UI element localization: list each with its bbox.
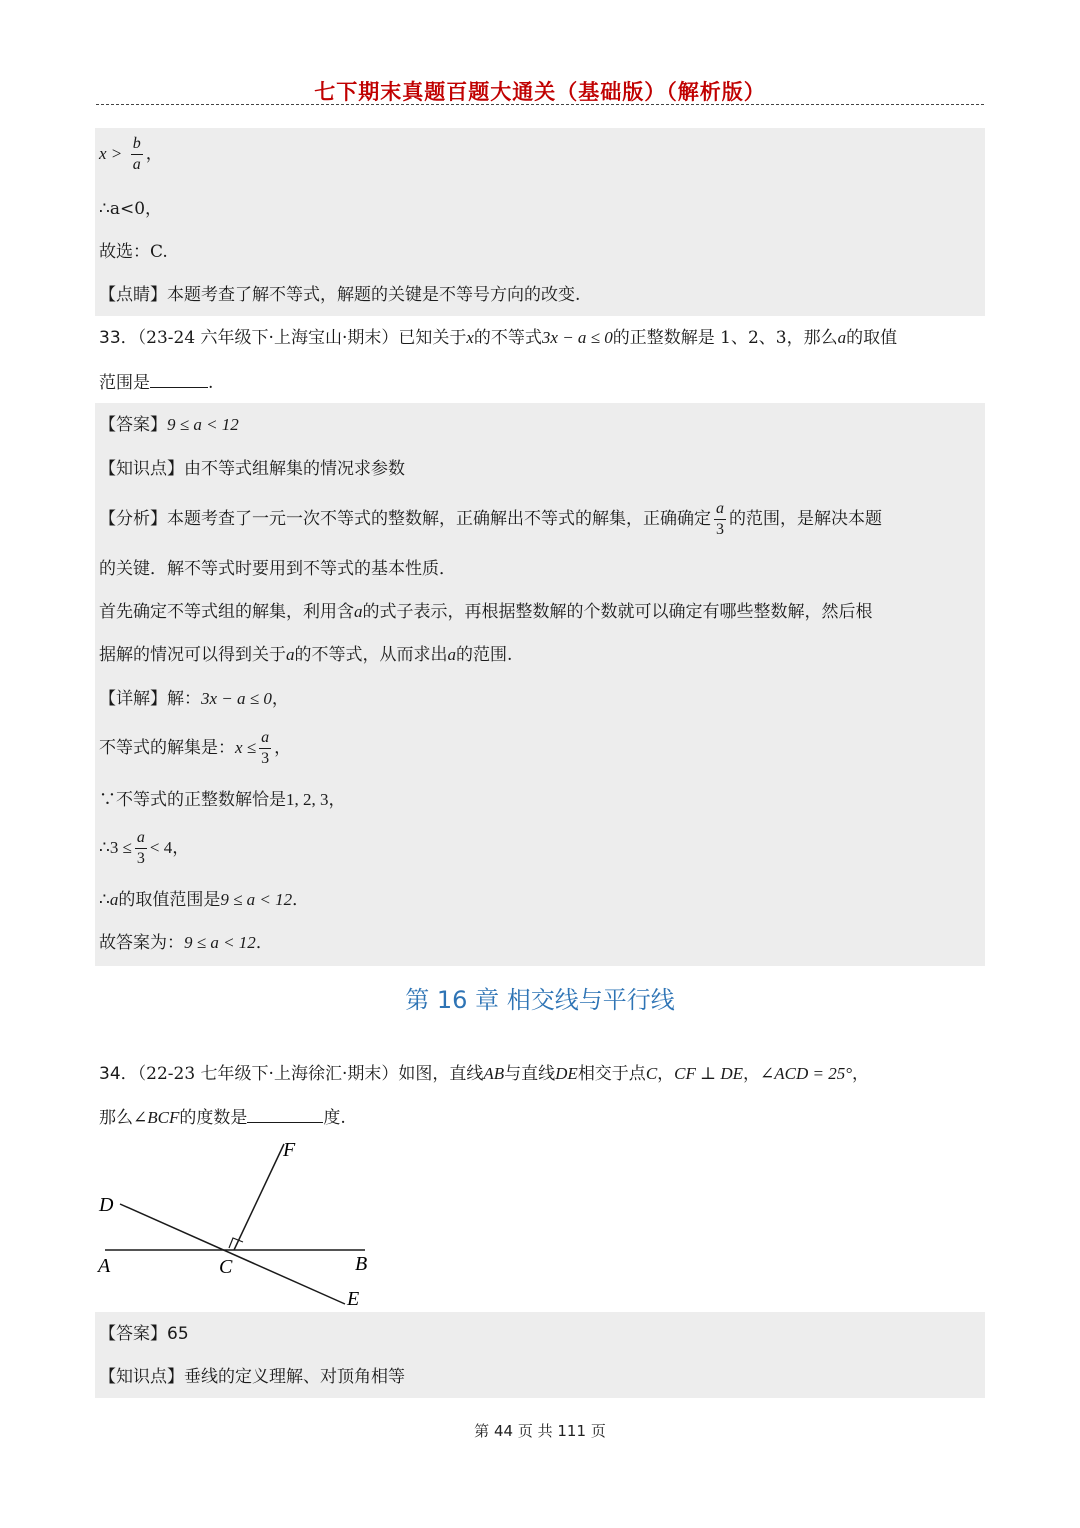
a33-kp: 由不等式组解集的情况求参数 [184,459,405,479]
a33-analysis-a: 本题考查了一元一次不等式的整数解，正确解出不等式的解集，正确确定 [167,509,711,529]
footer-page-number: 44 [493,1422,514,1440]
a33-analysis-d-var: a [354,602,363,621]
footer-prefix: 第 [474,1422,490,1440]
a33-analysis-line-2: 的关键．解不等式时要用到不等式的基本性质． [99,559,456,579]
prev-lhs: x > [99,144,123,163]
a34-answer: 65 [167,1324,189,1344]
q33-text-d: 的取值 [846,328,898,348]
prev-frac-den: a [132,156,141,173]
a33-analysis-line-4 [99,642,512,668]
q34-ab: AB [483,1064,505,1083]
a33-therefore-line-1 [99,828,189,868]
a33-because: ∵不等式的正整数解恰是 [99,790,286,810]
q34-text-b: 与直线 [504,1064,556,1084]
q33-var-a: a [837,328,847,347]
a33-therefore2-a: ∴ [99,890,110,910]
q34-line-2 [99,1104,346,1131]
a33-analysis-d2: 的式子表示，再根据整数解的个数就可以确定有哪些整数解，然后根 [362,602,873,622]
prev-frac-num: b [131,136,143,155]
a33-analysis-b: 的范围，是解决本题 [729,509,882,529]
chapter-heading: 第 16 章 相交线与平行线 [405,986,675,1014]
footer-middle: 页 共 [517,1422,553,1440]
a33-sol-tail: ， [274,738,292,758]
a33-analysis-e2: 的不等式，从而求出 [294,645,448,665]
q34-number: 34． [99,1064,138,1084]
a33-answer-tag: 【答案】 [99,415,167,435]
a33-analysis-e-var1: a [286,645,295,664]
a33-therefore1-fraction [135,830,147,867]
a33-detail-tag: 【详解】 [99,689,167,709]
a33-analysis-frac-den: 3 [716,521,724,538]
a33-because-tail: ， [328,790,346,810]
a33-therefore2-tail: ． [292,890,310,910]
q34-text-a: 如图，直线 [398,1064,484,1084]
a33-therefore1-tail: ， [172,838,190,858]
q33-text-end: . [208,373,214,393]
q33-answer-blank [150,369,208,388]
a33-sol-label: 不等式的解集是： [99,738,235,758]
q34-c: C [645,1064,658,1083]
a33-analysis-e3: 的范围. [456,645,513,665]
a33-solution-set-line [99,728,291,768]
label-f: F [283,1139,296,1161]
a33-because-line [99,787,346,813]
q33-solution-box [95,403,985,966]
a33-therefore1-den: 3 [136,850,145,867]
q33-text-b: 的不等式 [473,328,542,348]
a34-answer-line [99,1321,189,1347]
page-header-title: 七下期末真题百题大通关（基础版）（解析版） [314,80,766,104]
a33-analysis-e-var2: a [447,645,456,664]
q34-text-e: ， [743,1064,761,1084]
q33-text-e: 范围是 [99,373,150,393]
a34-kp-tag: 【知识点】 [99,1367,184,1387]
prev-comma: ， [145,144,163,164]
a33-answer-line [99,412,239,438]
prev-line-2: ∴a<0， [99,199,163,219]
a33-therefore1-b: < 4 [149,838,173,857]
label-d: D [99,1194,114,1216]
a33-analysis-tag: 【分析】 [99,509,167,529]
a33-therefore-line-2 [99,887,309,913]
q34-source: （22-23 七年级下·上海徐汇·期末） [137,1064,399,1084]
q34-answer-blank [247,1104,323,1123]
a34-kp: 垂线的定义理解、对顶角相等 [184,1367,405,1387]
ray-cf [234,1144,284,1250]
a33-analysis-d1: 首先确定不等式组的解集，利用含 [99,602,354,622]
a33-because-vals: 1, 2, 3 [286,790,329,809]
page-footer [0,1420,1080,1441]
a33-sol-num: a [259,730,271,749]
q34-text-f: ， [852,1064,870,1084]
a33-final-line [99,930,273,956]
a33-detail-a: 解： [167,689,201,709]
q33-source: （23-24 六年级下·上海宝山·期末） [137,328,399,348]
a33-answer: 9 ≤ a < 12 [167,415,239,434]
q34-de: DE [555,1064,578,1083]
a33-analysis-e1: 据解的情况可以得到关于 [99,645,286,665]
a33-therefore2-var: a [109,890,119,909]
header-divider [96,104,984,105]
a33-detail-comma: ， [271,689,289,709]
a34-kp-line [99,1364,405,1390]
q33-number: 33． [99,328,138,348]
footer-suffix: 页 [590,1422,606,1440]
q34-line2-c: 度. [323,1108,346,1128]
label-a: A [98,1255,111,1277]
a34-answer-tag: 【答案】 [99,1324,167,1344]
q33-var-x: x [466,328,474,347]
q33-text-c: 的正整数解是 1、2、3，那么 [612,328,838,348]
label-e: E [347,1288,360,1310]
a33-therefore2-b: 的取值范围是 [118,890,221,910]
q34-line-1 [99,1061,869,1087]
a33-sol-lhs: x ≤ [235,738,257,757]
q33-inequality: 3x − a ≤ 0 [541,328,613,347]
a33-analysis-fraction [714,501,726,538]
q34-text-d: ， [657,1064,675,1084]
q34-line2-a: 那么 [99,1108,133,1128]
prev-fraction [131,136,143,173]
a33-kp-line [99,456,405,482]
q34-angle: ∠ACD = 25° [760,1064,853,1083]
prev-line-4: 【点睛】本题考查了解不等式，解题的关键是不等号方向的改变. [99,285,581,305]
label-b: B [355,1253,368,1275]
a33-therefore2-range: 9 ≤ a < 12 [220,890,293,909]
q34-text-c: 相交于点 [577,1064,646,1084]
q34-perp: CF ⊥ DE [674,1064,744,1083]
label-c: C [219,1256,233,1278]
a33-final-tail: ． [255,933,273,953]
a33-sol-den: 3 [261,750,270,767]
geometry-figure [95,1136,395,1312]
a33-analysis-frac-num: a [714,501,726,520]
a33-detail-line [99,686,289,712]
line-de [120,1204,345,1304]
a33-analysis-line-3 [99,599,873,625]
q33-text-a: 已知关于 [398,328,467,348]
q33-line-2 [99,369,213,396]
footer-total-pages: 111 [557,1422,587,1440]
prev-line-1 [99,136,163,173]
q34-bcf: ∠BCF [133,1108,180,1127]
a33-therefore1-num: a [135,830,147,849]
prev-line-3: 故选：C. [99,242,168,262]
a33-kp-tag: 【知识点】 [99,459,184,479]
a33-sol-fraction [259,730,271,767]
q34-line2-b: 的度数是 [179,1108,248,1128]
a33-analysis-line-1 [99,500,882,538]
a33-final-range: 9 ≤ a < 12 [184,933,256,952]
a33-final-a: 故答案为： [99,933,184,953]
a33-detail-eq: 3x − a ≤ 0 [201,689,272,708]
q33-line-1 [99,325,897,351]
a33-therefore1-a: ∴3 ≤ [99,838,132,857]
